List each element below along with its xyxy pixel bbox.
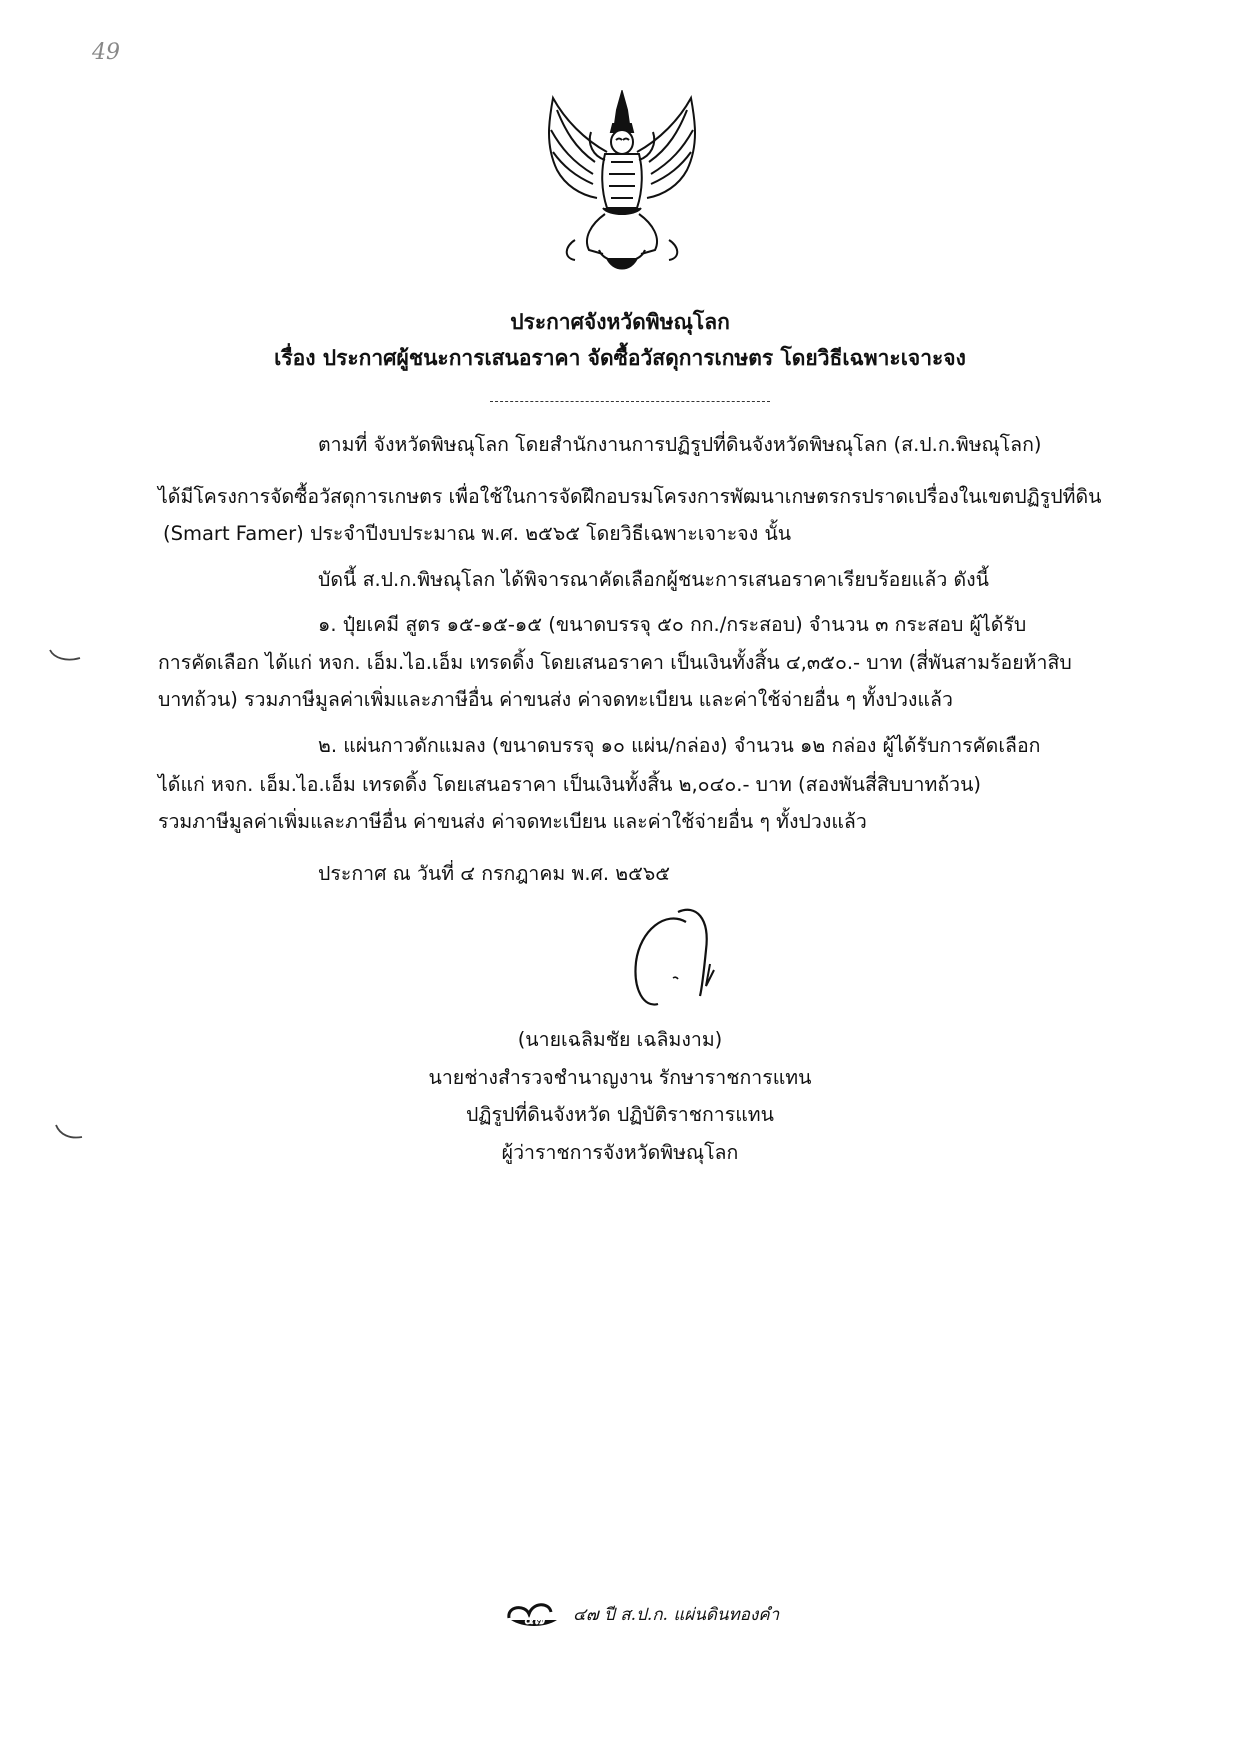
intro-line-1: ตามที่ จังหวัดพิษณุโลก โดยสำนักงานการปฏิรูปที่ดินจังหวัดพิษณุโลก (ส.ป.ก.พิษณุโลก) [318, 433, 1042, 456]
announcement-date: ประกาศ ณ วันที่ ๔ กรกฎาคม พ.ศ. ๒๕๖๕ [318, 862, 671, 885]
item1-line-3: บาทถ้วน) รวมภาษีมูลค่าเพิ่มและภาษีอื่น ค่าขนส่ง ค่าจดทะเบียน และค่าใช้จ่ายอื่น ๆ ทั้งปวงแล้ว [158, 688, 953, 711]
item2-line-1: ๒. แผ่นกาวดักแมลง (ขนาดบรรจุ ๑๐ แผ่น/กล่อง) จำนวน ๑๒ กล่อง ผู้ได้รับการคัดเลือก [318, 734, 1041, 757]
alro-47-logo [505, 1598, 563, 1630]
margin-mark-icon [52, 1123, 92, 1143]
now-line: บัดนี้ ส.ป.ก.พิษณุโลก ได้พิจารณาคัดเลือกผู้ชนะการเสนอราคาเรียบร้อยแล้ว ดังนี้ [318, 568, 989, 591]
item1-line-2: การคัดเลือก ได้แก่ หจก. เอ็ม.ไอ.เอ็ม เทรดดิ้ง โดยเสนอราคา เป็นเงินทั้งสิ้น ๔,๓๕๐.- บาท (สี่พันสามร้อยห้าสิบ [158, 651, 1072, 674]
announcement-title: ประกาศจังหวัดพิษณุโลก [510, 310, 730, 334]
signatory-title-2: ปฏิรูปที่ดินจังหวัด ปฏิบัติราชการแทน [466, 1103, 774, 1126]
footer-slogan: ๔๗ ปี ส.ป.ก. แผ่นดินทองคำ [573, 1604, 780, 1625]
page-number: 49 [92, 40, 120, 65]
signatory-name: (นายเฉลิมชัย เฉลิมงาม) [517, 1028, 723, 1051]
divider [490, 401, 770, 402]
garuda-emblem-icon [535, 90, 710, 275]
item1-line-1: ๑. ปุ๋ยเคมี สูตร ๑๕-๑๕-๑๕ (ขนาดบรรจุ ๕๐ กก./กระสอบ) จำนวน ๓ กระสอบ ผู้ได้รับ [318, 613, 1027, 636]
footer-logo-text: ๔๗ [523, 1612, 545, 1628]
item2-line-2: ได้แก่ หจก. เอ็ม.ไอ.เอ็ม เทรดดิ้ง โดยเสนอราคา เป็นเงินทั้งสิ้น ๒,๐๔๐.- บาท (สองพันสี่สิบบาทถ้วน) [158, 773, 982, 796]
footer [505, 1594, 779, 1634]
item2-line-3: รวมภาษีมูลค่าเพิ่มและภาษีอื่น ค่าขนส่ง ค่าจดทะเบียน และค่าใช้จ่ายอื่น ๆ ทั้งปวงแล้ว [158, 810, 867, 833]
intro-line-3: (Smart Famer) ประจำปีงบประมาณ พ.ศ. ๒๕๖๕ โดยวิธีเฉพาะเจาะจง นั้น [163, 522, 792, 545]
margin-mark-icon [46, 646, 86, 666]
intro-line-2: ได้มีโครงการจัดซื้อวัสดุการเกษตร เพื่อใช้ในการจัดฝึกอบรมโครงการพัฒนาเกษตรกรปราดเปรื่องในเขตปฏิรูปที่ดิน [158, 485, 1102, 508]
signatory-title-1: นายช่างสำรวจชำนาญงาน รักษาราชการแทน [428, 1066, 812, 1089]
announcement-subject: เรื่อง ประกาศผู้ชนะการเสนอราคา จัดซื้อวัสดุการเกษตร โดยวิธีเฉพาะเจาะจง [274, 346, 966, 370]
handwritten-signature [626, 900, 736, 1020]
signatory-title-3: ผู้ว่าราชการจังหวัดพิษณุโลก [501, 1141, 739, 1164]
